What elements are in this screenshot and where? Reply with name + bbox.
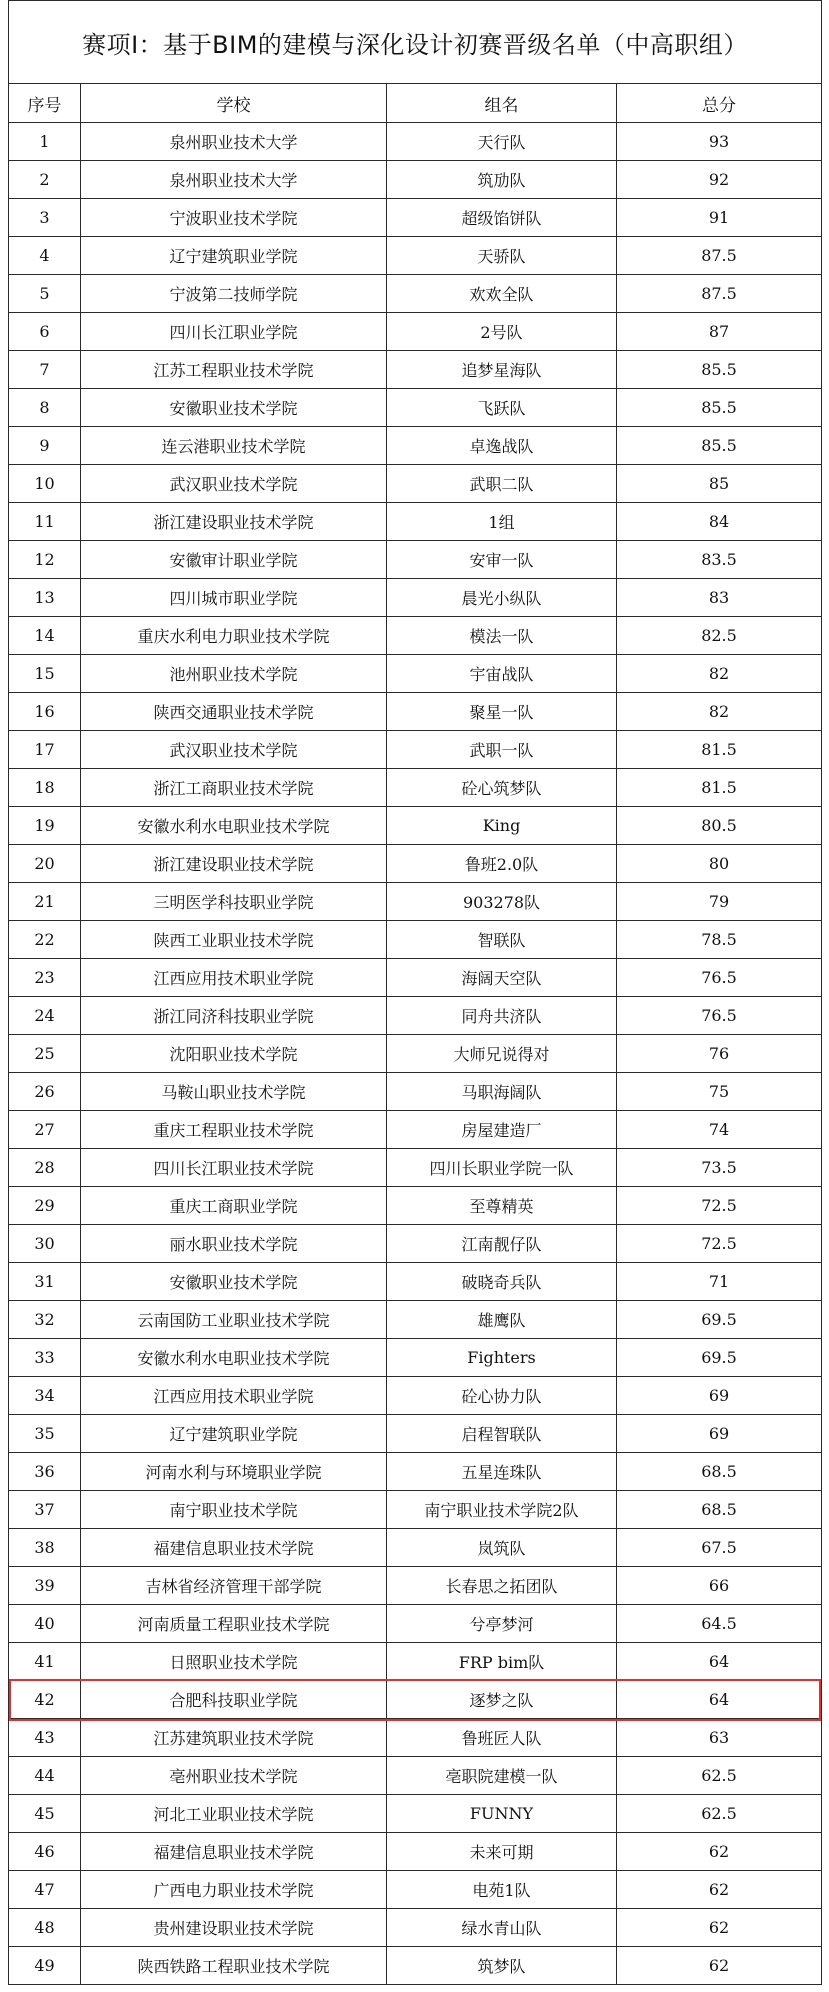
team-cell: 海阔天空队 (387, 959, 617, 997)
table-row (9, 1073, 822, 1111)
team-cell: 武职一队 (387, 731, 617, 769)
row-index: 35 (9, 1415, 81, 1453)
school-cell: 广西电力职业技术学院 (81, 1871, 387, 1909)
school-cell: 重庆工程职业技术学院 (81, 1111, 387, 1149)
score-cell: 73.5 (617, 1149, 822, 1187)
row-index: 1 (9, 123, 81, 161)
school-cell: 四川长江职业学院 (81, 313, 387, 351)
table-row (9, 1567, 822, 1605)
row-index: 31 (9, 1263, 81, 1301)
row-index: 13 (9, 579, 81, 617)
school-cell: 吉林省经济管理干部学院 (81, 1567, 387, 1605)
team-cell: 天行队 (387, 123, 617, 161)
school-cell: 安徽职业技术学院 (81, 389, 387, 427)
school-cell: 辽宁建筑职业学院 (81, 1415, 387, 1453)
table-row (9, 1947, 822, 1985)
table-row (9, 617, 822, 655)
school-cell: 福建信息职业技术学院 (81, 1529, 387, 1567)
header-row (9, 84, 822, 123)
table-row (9, 351, 822, 389)
score-cell: 68.5 (617, 1453, 822, 1491)
row-index: 16 (9, 693, 81, 731)
score-cell: 62 (617, 1947, 822, 1985)
school-cell: 宁波第二技师学院 (81, 275, 387, 313)
score-cell: 64 (617, 1681, 822, 1719)
score-cell: 69.5 (617, 1301, 822, 1339)
row-index: 22 (9, 921, 81, 959)
team-cell: 马职海阔队 (387, 1073, 617, 1111)
table-row (9, 655, 822, 693)
team-cell: 江南靓仔队 (387, 1225, 617, 1263)
team-cell: 鲁班匠人队 (387, 1719, 617, 1757)
score-cell: 83.5 (617, 541, 822, 579)
school-cell: 福建信息职业技术学院 (81, 1833, 387, 1871)
row-index: 9 (9, 427, 81, 465)
score-cell: 82.5 (617, 617, 822, 655)
team-cell: 雄鹰队 (387, 1301, 617, 1339)
school-cell: 日照职业技术学院 (81, 1643, 387, 1681)
score-cell: 76.5 (617, 997, 822, 1035)
table-row (9, 1377, 822, 1415)
score-cell: 62 (617, 1909, 822, 1947)
score-cell: 64 (617, 1643, 822, 1681)
table-row (9, 541, 822, 579)
team-cell: 未来可期 (387, 1833, 617, 1871)
table-row (9, 693, 822, 731)
row-index: 37 (9, 1491, 81, 1529)
score-cell: 87.5 (617, 275, 822, 313)
row-index: 26 (9, 1073, 81, 1111)
score-cell: 69 (617, 1415, 822, 1453)
school-cell: 丽水职业技术学院 (81, 1225, 387, 1263)
table-row (9, 313, 822, 351)
score-cell: 75 (617, 1073, 822, 1111)
school-cell: 河南水利与环境职业学院 (81, 1453, 387, 1491)
table-row (9, 1187, 822, 1225)
score-cell: 82 (617, 693, 822, 731)
school-cell: 贵州建设职业技术学院 (81, 1909, 387, 1947)
score-cell: 80 (617, 845, 822, 883)
table-row (9, 1111, 822, 1149)
team-cell: 筑劢队 (387, 161, 617, 199)
school-cell: 四川城市职业学院 (81, 579, 387, 617)
score-cell: 69 (617, 1377, 822, 1415)
row-index: 27 (9, 1111, 81, 1149)
row-index: 43 (9, 1719, 81, 1757)
table-row (9, 1529, 822, 1567)
table-row (9, 1339, 822, 1377)
row-index: 6 (9, 313, 81, 351)
row-index: 17 (9, 731, 81, 769)
school-cell: 池州职业技术学院 (81, 655, 387, 693)
score-cell: 84 (617, 503, 822, 541)
score-cell: 67.5 (617, 1529, 822, 1567)
team-cell: 兮亭梦河 (387, 1605, 617, 1643)
team-cell: 电苑1队 (387, 1871, 617, 1909)
table-row (9, 1491, 822, 1529)
team-cell: 欢欢全队 (387, 275, 617, 313)
table-row (9, 237, 822, 275)
team-cell: 同舟共济队 (387, 997, 617, 1035)
row-index: 36 (9, 1453, 81, 1491)
team-cell: 五星连珠队 (387, 1453, 617, 1491)
table-row (9, 1605, 822, 1643)
table-row (9, 883, 822, 921)
row-index: 44 (9, 1757, 81, 1795)
row-index: 30 (9, 1225, 81, 1263)
team-cell: 大师兄说得对 (387, 1035, 617, 1073)
team-cell: 砼心筑梦队 (387, 769, 617, 807)
score-cell: 62 (617, 1871, 822, 1909)
header-team: 组名 (387, 84, 617, 123)
team-cell: 南宁职业技术学院2队 (387, 1491, 617, 1529)
school-cell: 浙江同济科技职业学院 (81, 997, 387, 1035)
row-index: 4 (9, 237, 81, 275)
score-cell: 91 (617, 199, 822, 237)
row-index: 11 (9, 503, 81, 541)
team-cell: 1组 (387, 503, 617, 541)
school-cell: 安徽水利水电职业技术学院 (81, 1339, 387, 1377)
table-row (9, 1415, 822, 1453)
team-cell: 绿水青山队 (387, 1909, 617, 1947)
school-cell: 四川长江职业技术学院 (81, 1149, 387, 1187)
school-cell: 浙江工商职业技术学院 (81, 769, 387, 807)
score-cell: 76.5 (617, 959, 822, 997)
score-cell: 81.5 (617, 769, 822, 807)
team-cell: 武职二队 (387, 465, 617, 503)
row-index: 14 (9, 617, 81, 655)
team-cell: 2号队 (387, 313, 617, 351)
row-index: 7 (9, 351, 81, 389)
row-index: 12 (9, 541, 81, 579)
row-index: 46 (9, 1833, 81, 1871)
score-cell: 62 (617, 1833, 822, 1871)
table-row (9, 389, 822, 427)
school-cell: 浙江建设职业技术学院 (81, 845, 387, 883)
row-index: 24 (9, 997, 81, 1035)
table-row (9, 1453, 822, 1491)
score-cell: 69.5 (617, 1339, 822, 1377)
row-index: 20 (9, 845, 81, 883)
team-cell: 长春思之拓团队 (387, 1567, 617, 1605)
table-row (9, 123, 822, 161)
score-cell: 76 (617, 1035, 822, 1073)
score-cell: 81.5 (617, 731, 822, 769)
row-index: 29 (9, 1187, 81, 1225)
team-cell: 启程智联队 (387, 1415, 617, 1453)
row-index: 28 (9, 1149, 81, 1187)
team-cell: Fighters (387, 1339, 617, 1377)
table-row (9, 1035, 822, 1073)
school-cell: 河北工业职业技术学院 (81, 1795, 387, 1833)
school-cell: 陕西工业职业技术学院 (81, 921, 387, 959)
row-index: 8 (9, 389, 81, 427)
school-cell: 武汉职业技术学院 (81, 465, 387, 503)
row-index: 33 (9, 1339, 81, 1377)
score-cell: 92 (617, 161, 822, 199)
table-row (9, 1149, 822, 1187)
team-cell: 智联队 (387, 921, 617, 959)
row-index: 10 (9, 465, 81, 503)
school-cell: 泉州职业技术大学 (81, 161, 387, 199)
team-cell: 903278队 (387, 883, 617, 921)
score-cell: 87 (617, 313, 822, 351)
school-cell: 陕西交通职业技术学院 (81, 693, 387, 731)
table-row (9, 1719, 822, 1757)
school-cell: 浙江建设职业技术学院 (81, 503, 387, 541)
table-title: 赛项I：基于BIM的建模与深化设计初赛晋级名单（中高职组） (9, 1, 822, 84)
team-cell: FUNNY (387, 1795, 617, 1833)
school-cell: 宁波职业技术学院 (81, 199, 387, 237)
row-index: 47 (9, 1871, 81, 1909)
row-index: 39 (9, 1567, 81, 1605)
team-cell: 模法一队 (387, 617, 617, 655)
table-row (9, 161, 822, 199)
score-cell: 68.5 (617, 1491, 822, 1529)
row-index: 3 (9, 199, 81, 237)
table-row (9, 807, 822, 845)
score-cell: 71 (617, 1263, 822, 1301)
team-cell: 宇宙战队 (387, 655, 617, 693)
row-index: 25 (9, 1035, 81, 1073)
table-row (9, 1757, 822, 1795)
table-row (9, 427, 822, 465)
team-cell: 砼心协力队 (387, 1377, 617, 1415)
score-cell: 78.5 (617, 921, 822, 959)
school-cell: 合肥科技职业学院 (81, 1681, 387, 1719)
school-cell: 江西应用技术职业学院 (81, 1377, 387, 1415)
row-index: 34 (9, 1377, 81, 1415)
score-cell: 85.5 (617, 389, 822, 427)
row-index: 21 (9, 883, 81, 921)
score-cell: 85 (617, 465, 822, 503)
team-cell: 追梦星海队 (387, 351, 617, 389)
row-index: 38 (9, 1529, 81, 1567)
table-row (9, 1681, 822, 1719)
team-cell: FRP bim队 (387, 1643, 617, 1681)
row-index: 23 (9, 959, 81, 997)
school-cell: 陕西铁路工程职业技术学院 (81, 1947, 387, 1985)
score-cell: 80.5 (617, 807, 822, 845)
school-cell: 马鞍山职业技术学院 (81, 1073, 387, 1111)
table-row (9, 845, 822, 883)
score-cell: 64.5 (617, 1605, 822, 1643)
team-cell: 房屋建造厂 (387, 1111, 617, 1149)
team-cell: 聚星一队 (387, 693, 617, 731)
score-cell: 85.5 (617, 427, 822, 465)
school-cell: 连云港职业技术学院 (81, 427, 387, 465)
score-cell: 66 (617, 1567, 822, 1605)
qualifier-table (8, 0, 822, 1985)
row-index: 19 (9, 807, 81, 845)
score-cell: 74 (617, 1111, 822, 1149)
school-cell: 重庆水利电力职业技术学院 (81, 617, 387, 655)
score-cell: 72.5 (617, 1187, 822, 1225)
table-row (9, 1263, 822, 1301)
table-row (9, 731, 822, 769)
table-row (9, 1909, 822, 1947)
school-cell: 辽宁建筑职业学院 (81, 237, 387, 275)
team-cell: 筑梦队 (387, 1947, 617, 1985)
team-cell: 安审一队 (387, 541, 617, 579)
team-cell: 逐梦之队 (387, 1681, 617, 1719)
score-cell: 93 (617, 123, 822, 161)
team-cell: 至尊精英 (387, 1187, 617, 1225)
table-row (9, 1643, 822, 1681)
score-cell: 63 (617, 1719, 822, 1757)
row-index: 2 (9, 161, 81, 199)
row-index: 18 (9, 769, 81, 807)
row-index: 32 (9, 1301, 81, 1339)
table-row (9, 769, 822, 807)
table-row (9, 275, 822, 313)
school-cell: 沈阳职业技术学院 (81, 1035, 387, 1073)
table-row (9, 1833, 822, 1871)
school-cell: 三明医学科技职业学院 (81, 883, 387, 921)
team-cell: 飞跃队 (387, 389, 617, 427)
team-cell: 天骄队 (387, 237, 617, 275)
score-cell: 87.5 (617, 237, 822, 275)
team-cell: 晨光小纵队 (387, 579, 617, 617)
team-cell: 岚筑队 (387, 1529, 617, 1567)
table-row (9, 1301, 822, 1339)
table-row (9, 465, 822, 503)
table-row (9, 1225, 822, 1263)
team-cell: 卓逸战队 (387, 427, 617, 465)
score-cell: 85.5 (617, 351, 822, 389)
school-cell: 安徽职业技术学院 (81, 1263, 387, 1301)
team-cell: King (387, 807, 617, 845)
table-row (9, 1795, 822, 1833)
score-cell: 62.5 (617, 1795, 822, 1833)
header-school: 学校 (81, 84, 387, 123)
table-row (9, 503, 822, 541)
school-cell: 安徽水利水电职业技术学院 (81, 807, 387, 845)
team-cell: 亳职院建模一队 (387, 1757, 617, 1795)
score-cell: 82 (617, 655, 822, 693)
school-cell: 江苏工程职业技术学院 (81, 351, 387, 389)
header-score: 总分 (617, 84, 822, 123)
table-row (9, 997, 822, 1035)
score-cell: 79 (617, 883, 822, 921)
team-cell: 破晓奇兵队 (387, 1263, 617, 1301)
row-index: 40 (9, 1605, 81, 1643)
team-cell: 鲁班2.0队 (387, 845, 617, 883)
table-row (9, 959, 822, 997)
school-cell: 江苏建筑职业技术学院 (81, 1719, 387, 1757)
school-cell: 亳州职业技术学院 (81, 1757, 387, 1795)
school-cell: 安徽审计职业学院 (81, 541, 387, 579)
row-index: 45 (9, 1795, 81, 1833)
table-row (9, 579, 822, 617)
school-cell: 泉州职业技术大学 (81, 123, 387, 161)
row-index: 5 (9, 275, 81, 313)
score-cell: 83 (617, 579, 822, 617)
school-cell: 重庆工商职业学院 (81, 1187, 387, 1225)
school-cell: 河南质量工程职业技术学院 (81, 1605, 387, 1643)
table-row (9, 199, 822, 237)
row-index: 48 (9, 1909, 81, 1947)
score-cell: 72.5 (617, 1225, 822, 1263)
school-cell: 江西应用技术职业学院 (81, 959, 387, 997)
table-row (9, 921, 822, 959)
table-row (9, 1871, 822, 1909)
team-cell: 四川长职业学院一队 (387, 1149, 617, 1187)
school-cell: 云南国防工业职业技术学院 (81, 1301, 387, 1339)
row-index: 15 (9, 655, 81, 693)
row-index: 49 (9, 1947, 81, 1985)
score-cell: 62.5 (617, 1757, 822, 1795)
header-index: 序号 (9, 84, 81, 123)
row-index: 41 (9, 1643, 81, 1681)
row-index: 42 (9, 1681, 81, 1719)
team-cell: 超级馅饼队 (387, 199, 617, 237)
school-cell: 武汉职业技术学院 (81, 731, 387, 769)
school-cell: 南宁职业技术学院 (81, 1491, 387, 1529)
